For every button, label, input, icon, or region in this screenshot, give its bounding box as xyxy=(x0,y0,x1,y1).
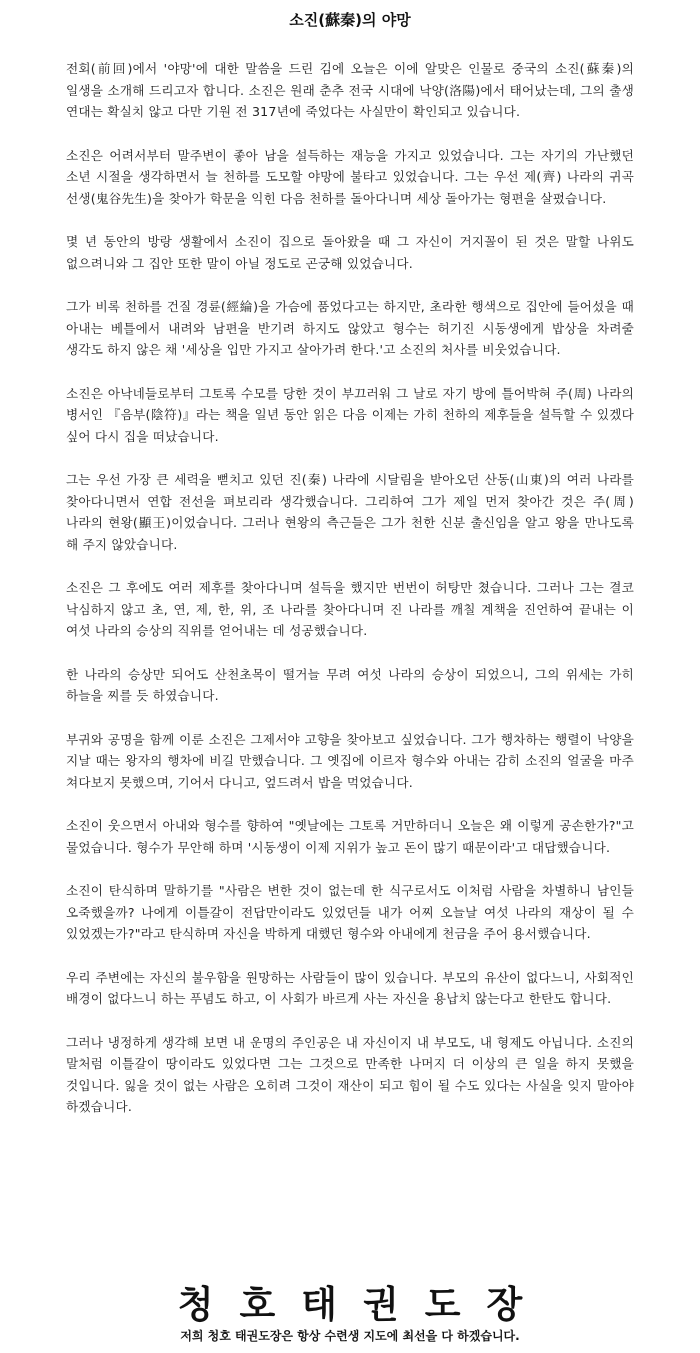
paragraph: 소진은 어려서부터 말주변이 좋아 남을 설득하는 재능을 가지고 있었습니다. 그는 자기의 가난했던 소년 시절을 생각하면서 늘 천하를 도모할 야망에 불타고 있었습니다. 그는 우선 제(齊) 나라의 귀곡 선생(鬼谷先生)을 찾아가 학문을 익힌 다음 천하를 돌아다니며 세상 돌아가는 형편을 살폈습니다. xyxy=(66,147,634,206)
footer-tagline: 저희 청호 태권도장은 항상 수련생 지도에 최선을 다 하겠습니다. xyxy=(180,1329,520,1343)
paragraph: 전회(前回)에서 '야망'에 대한 말씀을 드린 김에 오늘은 이에 알맞은 인물로 중국의 소진(蘇秦)의 일생을 소개해 드리고자 합니다. 소진은 원래 춘추 전국 시대에 낙양(洛陽)에서 태어났는데, 그의 출생 연대는 확실치 않고 다만 기원 전 317년에 죽었다는 사실만이 확인되고 있습니다. xyxy=(66,61,634,119)
paragraph: 우리 주변에는 자신의 불우함을 원망하는 사람들이 많이 있습니다. 부모의 유산이 없다느니, 사회적인 배경이 없다느니 하는 푸념도 하고, 이 사회가 바르게 사는 자신을 용납치 않는다고 한탄도 합니다. xyxy=(66,969,634,1006)
paragraph: 그가 비록 천하를 건질 경륜(經綸)을 가슴에 품었다고는 하지만, 초라한 행색으로 집안에 들어섰을 때 아내는 베틀에서 내려와 남편을 반기려 하지도 않았고 형수는 허기진 시동생에게 밥상을 차려줄 생각도 하지 않은 채 '세상을 입만 가지고 살아가려 한다.'고 소진의 처사를 비웃었습니다. xyxy=(66,299,634,357)
dojang-name: 청호태권도장 xyxy=(177,1282,549,1326)
paragraph: 그는 우선 가장 큰 세력을 뻗치고 있던 진(秦) 나라에 시달림을 받아오던 산동(山東)의 여러 나라를 찾아다니면서 연합 전선을 펴보리라 생각했습니다. 그리하여 그가 제일 먼저 찾아간 것은 주(周) 나라의 현왕(顯王)이었습니다. 그러나 현왕의 측근들은 그가 천한 신분 출신임을 알고 왕을 만나도록 해 주지 않았습니다. xyxy=(66,472,634,552)
paragraph: 소진은 그 후에도 여러 제후를 찾아다니며 설득을 했지만 번번이 허탕만 쳤습니다. 그러나 그는 결코 낙심하지 않고 초, 연, 제, 한, 위, 조 나라를 찾아다니며 진 나라를 깨칠 계책을 진언하여 끝내는 이 여섯 나라의 승상의 직위를 얻어내는 데 성공했습니다. xyxy=(66,580,634,638)
paragraph: 부귀와 공명을 함께 이룬 소진은 그제서야 고향을 찾아보고 싶었습니다. 그가 행차하는 행렬이 낙양을 지날 때는 왕자의 행차에 비길 만했습니다. 그 옛집에 이르자 형수와 아내는 감히 소진의 얼굴을 마주 쳐다보지 못했으며, 기어서 다니고, 엎드려서 밥을 먹었습니다. xyxy=(66,731,634,790)
paragraph: 소진이 웃으면서 아내와 형수를 향하여 "옛날에는 그토록 거만하더니 오늘은 왜 이렇게 공손한가?"고 물었습니다. 형수가 무안해 하며 '시동생이 이제 지위가 높고 돈이 많기 때문이라'고 대답했습니다. xyxy=(66,818,634,855)
paragraph: 그러나 냉정하게 생각해 보면 내 운명의 주인공은 내 자신이지 내 부모도, 내 형제도 아닙니다. 소진의 말처럼 이틀갈이 땅이라도 있었다면 그는 그것으로 만족한 나머지 더 이상의 큰 일을 하지 못했을 것입니다. 잃을 것이 없는 사람은 오히려 그것이 재산이 되고 힘이 될 수도 있다는 사실을 잊지 말아야 하겠습니다. xyxy=(66,1034,634,1114)
paragraph: 몇 년 동안의 방랑 생활에서 소진이 집으로 돌아왔을 때 그 자신이 거지꼴이 된 것은 말할 나위도 없으려니와 그 집안 또한 말이 아닐 정도로 곤궁해 있었습니다. xyxy=(66,234,634,271)
paragraph: 소진은 아낙네들로부터 그토록 수모를 당한 것이 부끄러워 그 날로 자기 방에 틀어박혀 주(周) 나라의 병서인 『음부(陰符)』라는 책을 일년 동안 읽은 다음 이제는 가히 천하의 제후들을 설득할 수 있겠다 싶어 다시 집을 떠났습니다. xyxy=(66,385,634,444)
article-body xyxy=(66,58,634,1140)
paragraph: 한 나라의 승상만 되어도 산천초목이 떨거늘 무려 여섯 나라의 승상이 되었으니, 그의 위세는 가히 하늘을 찌를 듯 하였습니다. xyxy=(66,666,634,703)
page-title: 소진(蘇秦)의 야망 xyxy=(289,11,411,29)
paragraph: 소진이 탄식하며 말하기를 "사람은 변한 것이 없는데 한 식구로서도 이처럼 사람을 차별하니 남인들 오죽했을까? 나에게 이틀갈이 전답만이라도 있었던들 내가 어찌 오늘날 여섯 나라의 재상이 될 수 있었겠는가?"라고 탄식하며 자신을 박하게 대했던 형수와 아내에게 천금을 주어 용서했습니다. xyxy=(66,883,634,941)
